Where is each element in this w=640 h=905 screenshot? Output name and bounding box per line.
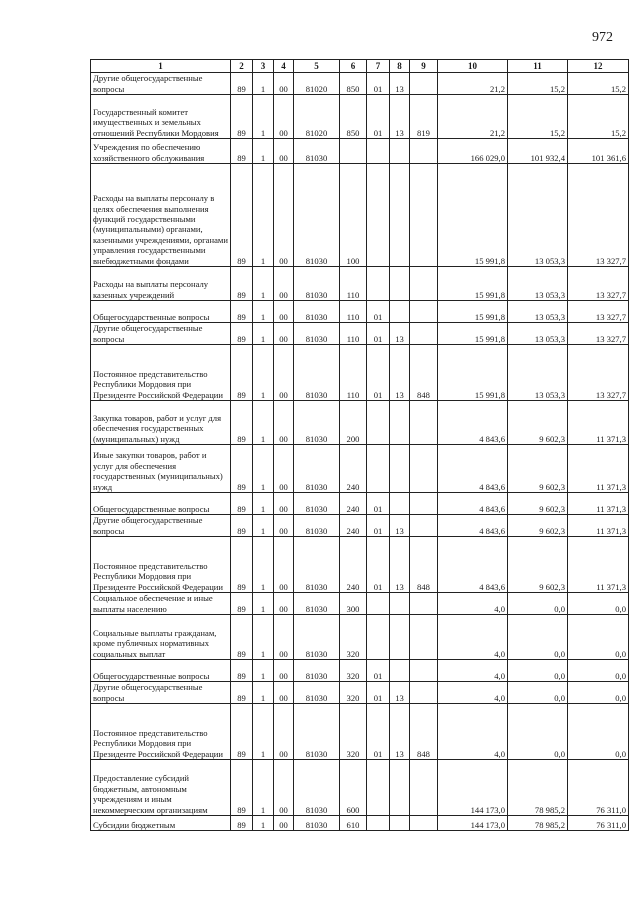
cell-col-9: 819 [410, 95, 438, 139]
amount-col-12: 15,2 [568, 73, 629, 95]
cell-col-9: 848 [410, 704, 438, 760]
cell-col-9 [410, 816, 438, 831]
cell-col-2: 89 [231, 515, 253, 537]
cell-col-7: 01 [367, 660, 390, 682]
cell-col-6: 240 [340, 493, 367, 515]
amount-col-10: 144 173,0 [438, 760, 508, 816]
amount-col-10: 15 991,8 [438, 345, 508, 401]
column-header: 5 [294, 60, 340, 73]
amount-col-10: 4,0 [438, 704, 508, 760]
cell-col-8 [390, 615, 410, 660]
cell-col-2: 89 [231, 660, 253, 682]
amount-col-12: 76 311,0 [568, 816, 629, 831]
cell-col-2: 89 [231, 816, 253, 831]
cell-col-8 [390, 593, 410, 615]
cell-col-6: 300 [340, 593, 367, 615]
table-row [91, 164, 629, 267]
cell-col-7 [367, 760, 390, 816]
row-name-cell: Социальное обеспечение и иные выплаты населению [91, 593, 231, 615]
cell-col-9 [410, 493, 438, 515]
cell-col-7 [367, 401, 390, 445]
cell-col-9 [410, 660, 438, 682]
table-row [91, 267, 629, 301]
table-row [91, 301, 629, 323]
cell-col-4: 00 [274, 73, 294, 95]
cell-col-4: 00 [274, 682, 294, 704]
amount-col-12: 0,0 [568, 704, 629, 760]
cell-col-4: 00 [274, 345, 294, 401]
cell-col-7 [367, 615, 390, 660]
amount-col-11: 9 602,3 [508, 445, 568, 493]
cell-col-4: 00 [274, 704, 294, 760]
cell-col-5: 81030 [294, 445, 340, 493]
cell-col-9 [410, 139, 438, 164]
amount-col-11: 0,0 [508, 615, 568, 660]
cell-col-6: 100 [340, 164, 367, 267]
cell-col-2: 89 [231, 537, 253, 593]
page-number: 972 [592, 30, 613, 45]
amount-col-11: 9 602,3 [508, 493, 568, 515]
amount-col-11: 9 602,3 [508, 537, 568, 593]
amount-col-12: 15,2 [568, 95, 629, 139]
cell-col-3: 1 [253, 345, 274, 401]
amount-col-10: 4 843,6 [438, 445, 508, 493]
cell-col-6: 110 [340, 267, 367, 301]
table-row [91, 345, 629, 401]
column-header: 8 [390, 60, 410, 73]
column-header: 12 [568, 60, 629, 73]
cell-col-2: 89 [231, 682, 253, 704]
cell-col-2: 89 [231, 139, 253, 164]
amount-col-12: 0,0 [568, 615, 629, 660]
cell-col-9 [410, 164, 438, 267]
amount-col-11: 0,0 [508, 704, 568, 760]
row-name-cell: Общегосударственные вопросы [91, 660, 231, 682]
amount-col-10: 4,0 [438, 593, 508, 615]
cell-col-2: 89 [231, 760, 253, 816]
cell-col-6: 240 [340, 515, 367, 537]
table-row [91, 73, 629, 95]
amount-col-11: 9 602,3 [508, 401, 568, 445]
amount-col-10: 21,2 [438, 95, 508, 139]
cell-col-2: 89 [231, 704, 253, 760]
row-name-cell: Учреждения по обеспечению хозяйственного обслуживания [91, 139, 231, 164]
amount-col-12: 101 361,6 [568, 139, 629, 164]
cell-col-8 [390, 164, 410, 267]
amount-col-12: 13 327,7 [568, 164, 629, 267]
cell-col-4: 00 [274, 816, 294, 831]
cell-col-6: 240 [340, 537, 367, 593]
cell-col-2: 89 [231, 73, 253, 95]
cell-col-8: 13 [390, 537, 410, 593]
cell-col-2: 89 [231, 345, 253, 401]
cell-col-4: 00 [274, 401, 294, 445]
cell-col-8: 13 [390, 323, 410, 345]
amount-col-10: 15 991,8 [438, 323, 508, 345]
amount-col-11: 13 053,3 [508, 267, 568, 301]
cell-col-6: 110 [340, 323, 367, 345]
column-header: 1 [91, 60, 231, 73]
cell-col-6 [340, 139, 367, 164]
row-name-cell: Постоянное представительство Республики Мордовия при Президенте Российской Федерации [91, 704, 231, 760]
cell-col-2: 89 [231, 323, 253, 345]
cell-col-5: 81030 [294, 816, 340, 831]
cell-col-7: 01 [367, 73, 390, 95]
amount-col-12: 13 327,7 [568, 323, 629, 345]
cell-col-4: 00 [274, 660, 294, 682]
budget-table [90, 59, 629, 831]
cell-col-2: 89 [231, 593, 253, 615]
amount-col-11: 13 053,3 [508, 164, 568, 267]
cell-col-4: 00 [274, 323, 294, 345]
cell-col-8: 13 [390, 345, 410, 401]
cell-col-3: 1 [253, 760, 274, 816]
cell-col-5: 81020 [294, 73, 340, 95]
cell-col-5: 81030 [294, 515, 340, 537]
cell-col-3: 1 [253, 139, 274, 164]
amount-col-10: 4 843,6 [438, 493, 508, 515]
cell-col-7 [367, 445, 390, 493]
cell-col-7: 01 [367, 682, 390, 704]
amount-col-11: 13 053,3 [508, 345, 568, 401]
cell-col-7 [367, 267, 390, 301]
cell-col-8 [390, 660, 410, 682]
cell-col-8 [390, 445, 410, 493]
cell-col-9 [410, 615, 438, 660]
table-row [91, 760, 629, 816]
cell-col-7: 01 [367, 704, 390, 760]
cell-col-6: 200 [340, 401, 367, 445]
table-row [91, 615, 629, 660]
table-row [91, 139, 629, 164]
cell-col-6: 850 [340, 73, 367, 95]
cell-col-2: 89 [231, 164, 253, 267]
cell-col-6: 110 [340, 301, 367, 323]
row-name-cell: Социальные выплаты гражданам, кроме публичных нормативных социальных выплат [91, 615, 231, 660]
amount-col-12: 13 327,7 [568, 267, 629, 301]
cell-col-4: 00 [274, 615, 294, 660]
cell-col-6: 240 [340, 445, 367, 493]
cell-col-4: 00 [274, 95, 294, 139]
cell-col-9 [410, 73, 438, 95]
cell-col-3: 1 [253, 682, 274, 704]
amount-col-12: 0,0 [568, 593, 629, 615]
cell-col-9 [410, 401, 438, 445]
cell-col-6: 320 [340, 682, 367, 704]
row-name-cell: Постоянное представительство Республики Мордовия при Президенте Российской Федерации [91, 537, 231, 593]
row-name-cell: Другие общегосударственные вопросы [91, 682, 231, 704]
table-row [91, 323, 629, 345]
amount-col-12: 0,0 [568, 660, 629, 682]
table-row [91, 593, 629, 615]
table-row [91, 95, 629, 139]
row-name-cell: Общегосударственные вопросы [91, 493, 231, 515]
amount-col-10: 4 843,6 [438, 515, 508, 537]
cell-col-3: 1 [253, 301, 274, 323]
cell-col-3: 1 [253, 493, 274, 515]
cell-col-5: 81030 [294, 323, 340, 345]
cell-col-9 [410, 323, 438, 345]
row-name-cell: Другие общегосударственные вопросы [91, 515, 231, 537]
amount-col-12: 11 371,3 [568, 537, 629, 593]
cell-col-9 [410, 760, 438, 816]
table-row [91, 660, 629, 682]
table-row [91, 682, 629, 704]
cell-col-6: 610 [340, 816, 367, 831]
cell-col-5: 81020 [294, 95, 340, 139]
cell-col-3: 1 [253, 660, 274, 682]
cell-col-4: 00 [274, 267, 294, 301]
table-row [91, 515, 629, 537]
amount-col-12: 11 371,3 [568, 493, 629, 515]
cell-col-7 [367, 816, 390, 831]
table-row [91, 401, 629, 445]
amount-col-10: 15 991,8 [438, 301, 508, 323]
cell-col-7: 01 [367, 345, 390, 401]
column-header: 9 [410, 60, 438, 73]
cell-col-5: 81030 [294, 760, 340, 816]
row-name-cell: Расходы на выплаты персоналу казенных учреждений [91, 267, 231, 301]
cell-col-2: 89 [231, 445, 253, 493]
row-name-cell: Государственный комитет имущественных и земельных отношений Республики Мордовия [91, 95, 231, 139]
cell-col-3: 1 [253, 323, 274, 345]
cell-col-5: 81030 [294, 593, 340, 615]
cell-col-3: 1 [253, 593, 274, 615]
cell-col-8: 13 [390, 682, 410, 704]
cell-col-5: 81030 [294, 401, 340, 445]
cell-col-2: 89 [231, 267, 253, 301]
row-name-cell: Общегосударственные вопросы [91, 301, 231, 323]
table-row [91, 537, 629, 593]
cell-col-8 [390, 139, 410, 164]
cell-col-3: 1 [253, 95, 274, 139]
amount-col-12: 13 327,7 [568, 345, 629, 401]
cell-col-2: 89 [231, 95, 253, 139]
cell-col-5: 81030 [294, 164, 340, 267]
cell-col-3: 1 [253, 816, 274, 831]
column-header: 11 [508, 60, 568, 73]
cell-col-8 [390, 816, 410, 831]
cell-col-5: 81030 [294, 493, 340, 515]
cell-col-7: 01 [367, 537, 390, 593]
cell-col-3: 1 [253, 267, 274, 301]
column-header: 3 [253, 60, 274, 73]
amount-col-10: 4 843,6 [438, 537, 508, 593]
cell-col-5: 81030 [294, 345, 340, 401]
amount-col-10: 15 991,8 [438, 164, 508, 267]
cell-col-6: 600 [340, 760, 367, 816]
cell-col-4: 00 [274, 139, 294, 164]
cell-col-8 [390, 760, 410, 816]
column-header: 4 [274, 60, 294, 73]
cell-col-8: 13 [390, 95, 410, 139]
cell-col-6: 320 [340, 704, 367, 760]
cell-col-2: 89 [231, 493, 253, 515]
cell-col-5: 81030 [294, 537, 340, 593]
cell-col-7: 01 [367, 493, 390, 515]
amount-col-12: 76 311,0 [568, 760, 629, 816]
cell-col-6: 320 [340, 660, 367, 682]
cell-col-3: 1 [253, 537, 274, 593]
amount-col-12: 11 371,3 [568, 401, 629, 445]
amount-col-11: 9 602,3 [508, 515, 568, 537]
cell-col-3: 1 [253, 73, 274, 95]
amount-col-11: 101 932,4 [508, 139, 568, 164]
cell-col-9 [410, 301, 438, 323]
cell-col-4: 00 [274, 164, 294, 267]
cell-col-5: 81030 [294, 615, 340, 660]
cell-col-2: 89 [231, 615, 253, 660]
amount-col-11: 0,0 [508, 660, 568, 682]
cell-col-7: 01 [367, 323, 390, 345]
cell-col-4: 00 [274, 301, 294, 323]
cell-col-5: 81030 [294, 682, 340, 704]
header-row [91, 60, 629, 73]
row-name-cell: Субсидии бюджетным [91, 816, 231, 831]
cell-col-2: 89 [231, 301, 253, 323]
amount-col-10: 4,0 [438, 615, 508, 660]
cell-col-3: 1 [253, 615, 274, 660]
cell-col-9 [410, 593, 438, 615]
cell-col-3: 1 [253, 164, 274, 267]
amount-col-11: 78 985,2 [508, 816, 568, 831]
amount-col-12: 0,0 [568, 682, 629, 704]
cell-col-5: 81030 [294, 301, 340, 323]
cell-col-7: 01 [367, 515, 390, 537]
cell-col-4: 00 [274, 537, 294, 593]
cell-col-9 [410, 445, 438, 493]
cell-col-9 [410, 267, 438, 301]
amount-col-11: 13 053,3 [508, 301, 568, 323]
amount-col-10: 21,2 [438, 73, 508, 95]
column-header: 2 [231, 60, 253, 73]
amount-col-12: 11 371,3 [568, 445, 629, 493]
cell-col-6: 320 [340, 615, 367, 660]
row-name-cell: Другие общегосударственные вопросы [91, 323, 231, 345]
column-header: 10 [438, 60, 508, 73]
cell-col-5: 81030 [294, 267, 340, 301]
amount-col-11: 0,0 [508, 593, 568, 615]
cell-col-4: 00 [274, 593, 294, 615]
cell-col-3: 1 [253, 515, 274, 537]
cell-col-5: 81030 [294, 139, 340, 164]
row-name-cell: Другие общегосударственные вопросы [91, 73, 231, 95]
cell-col-5: 81030 [294, 704, 340, 760]
cell-col-4: 00 [274, 445, 294, 493]
cell-col-3: 1 [253, 445, 274, 493]
cell-col-9: 848 [410, 537, 438, 593]
row-name-cell: Постоянное представительство Республики Мордовия при Президенте Российской Федерации [91, 345, 231, 401]
cell-col-4: 00 [274, 493, 294, 515]
cell-col-8: 13 [390, 704, 410, 760]
amount-col-11: 15,2 [508, 73, 568, 95]
amount-col-10: 4,0 [438, 682, 508, 704]
cell-col-9: 848 [410, 345, 438, 401]
cell-col-7 [367, 593, 390, 615]
cell-col-7: 01 [367, 95, 390, 139]
table-row [91, 704, 629, 760]
row-name-cell: Предоставление субсидий бюджетным, автономным учреждениям и иным некоммерческим организациям [91, 760, 231, 816]
cell-col-8 [390, 493, 410, 515]
cell-col-9 [410, 515, 438, 537]
cell-col-8 [390, 401, 410, 445]
cell-col-9 [410, 682, 438, 704]
amount-col-11: 15,2 [508, 95, 568, 139]
table-row [91, 445, 629, 493]
table-body [91, 73, 629, 831]
table-row [91, 493, 629, 515]
column-header: 6 [340, 60, 367, 73]
amount-col-12: 11 371,3 [568, 515, 629, 537]
cell-col-7 [367, 164, 390, 267]
cell-col-6: 850 [340, 95, 367, 139]
cell-col-2: 89 [231, 401, 253, 445]
row-name-cell: Расходы на выплаты персоналу в целях обеспечения выполнения функций государственными (муниципальными) органами, казенными учреждениями, органами управления государственными внебюджетными фондами [91, 164, 231, 267]
cell-col-7 [367, 139, 390, 164]
amount-col-10: 15 991,8 [438, 267, 508, 301]
row-name-cell: Иные закупки товаров, работ и услуг для обеспечения государственных (муниципальных) нужд [91, 445, 231, 493]
cell-col-6: 110 [340, 345, 367, 401]
cell-col-8 [390, 267, 410, 301]
cell-col-3: 1 [253, 704, 274, 760]
amount-col-10: 166 029,0 [438, 139, 508, 164]
amount-col-11: 13 053,3 [508, 323, 568, 345]
cell-col-8: 13 [390, 73, 410, 95]
amount-col-11: 78 985,2 [508, 760, 568, 816]
cell-col-4: 00 [274, 515, 294, 537]
row-name-cell: Закупка товаров, работ и услуг для обеспечения государственных (муниципальных) нужд [91, 401, 231, 445]
amount-col-11: 0,0 [508, 682, 568, 704]
cell-col-4: 00 [274, 760, 294, 816]
amount-col-10: 4,0 [438, 660, 508, 682]
amount-col-10: 144 173,0 [438, 816, 508, 831]
cell-col-8: 13 [390, 515, 410, 537]
column-header: 7 [367, 60, 390, 73]
cell-col-8 [390, 301, 410, 323]
amount-col-10: 4 843,6 [438, 401, 508, 445]
amount-col-12: 13 327,7 [568, 301, 629, 323]
table-row [91, 816, 629, 831]
cell-col-5: 81030 [294, 660, 340, 682]
cell-col-7: 01 [367, 301, 390, 323]
cell-col-3: 1 [253, 401, 274, 445]
